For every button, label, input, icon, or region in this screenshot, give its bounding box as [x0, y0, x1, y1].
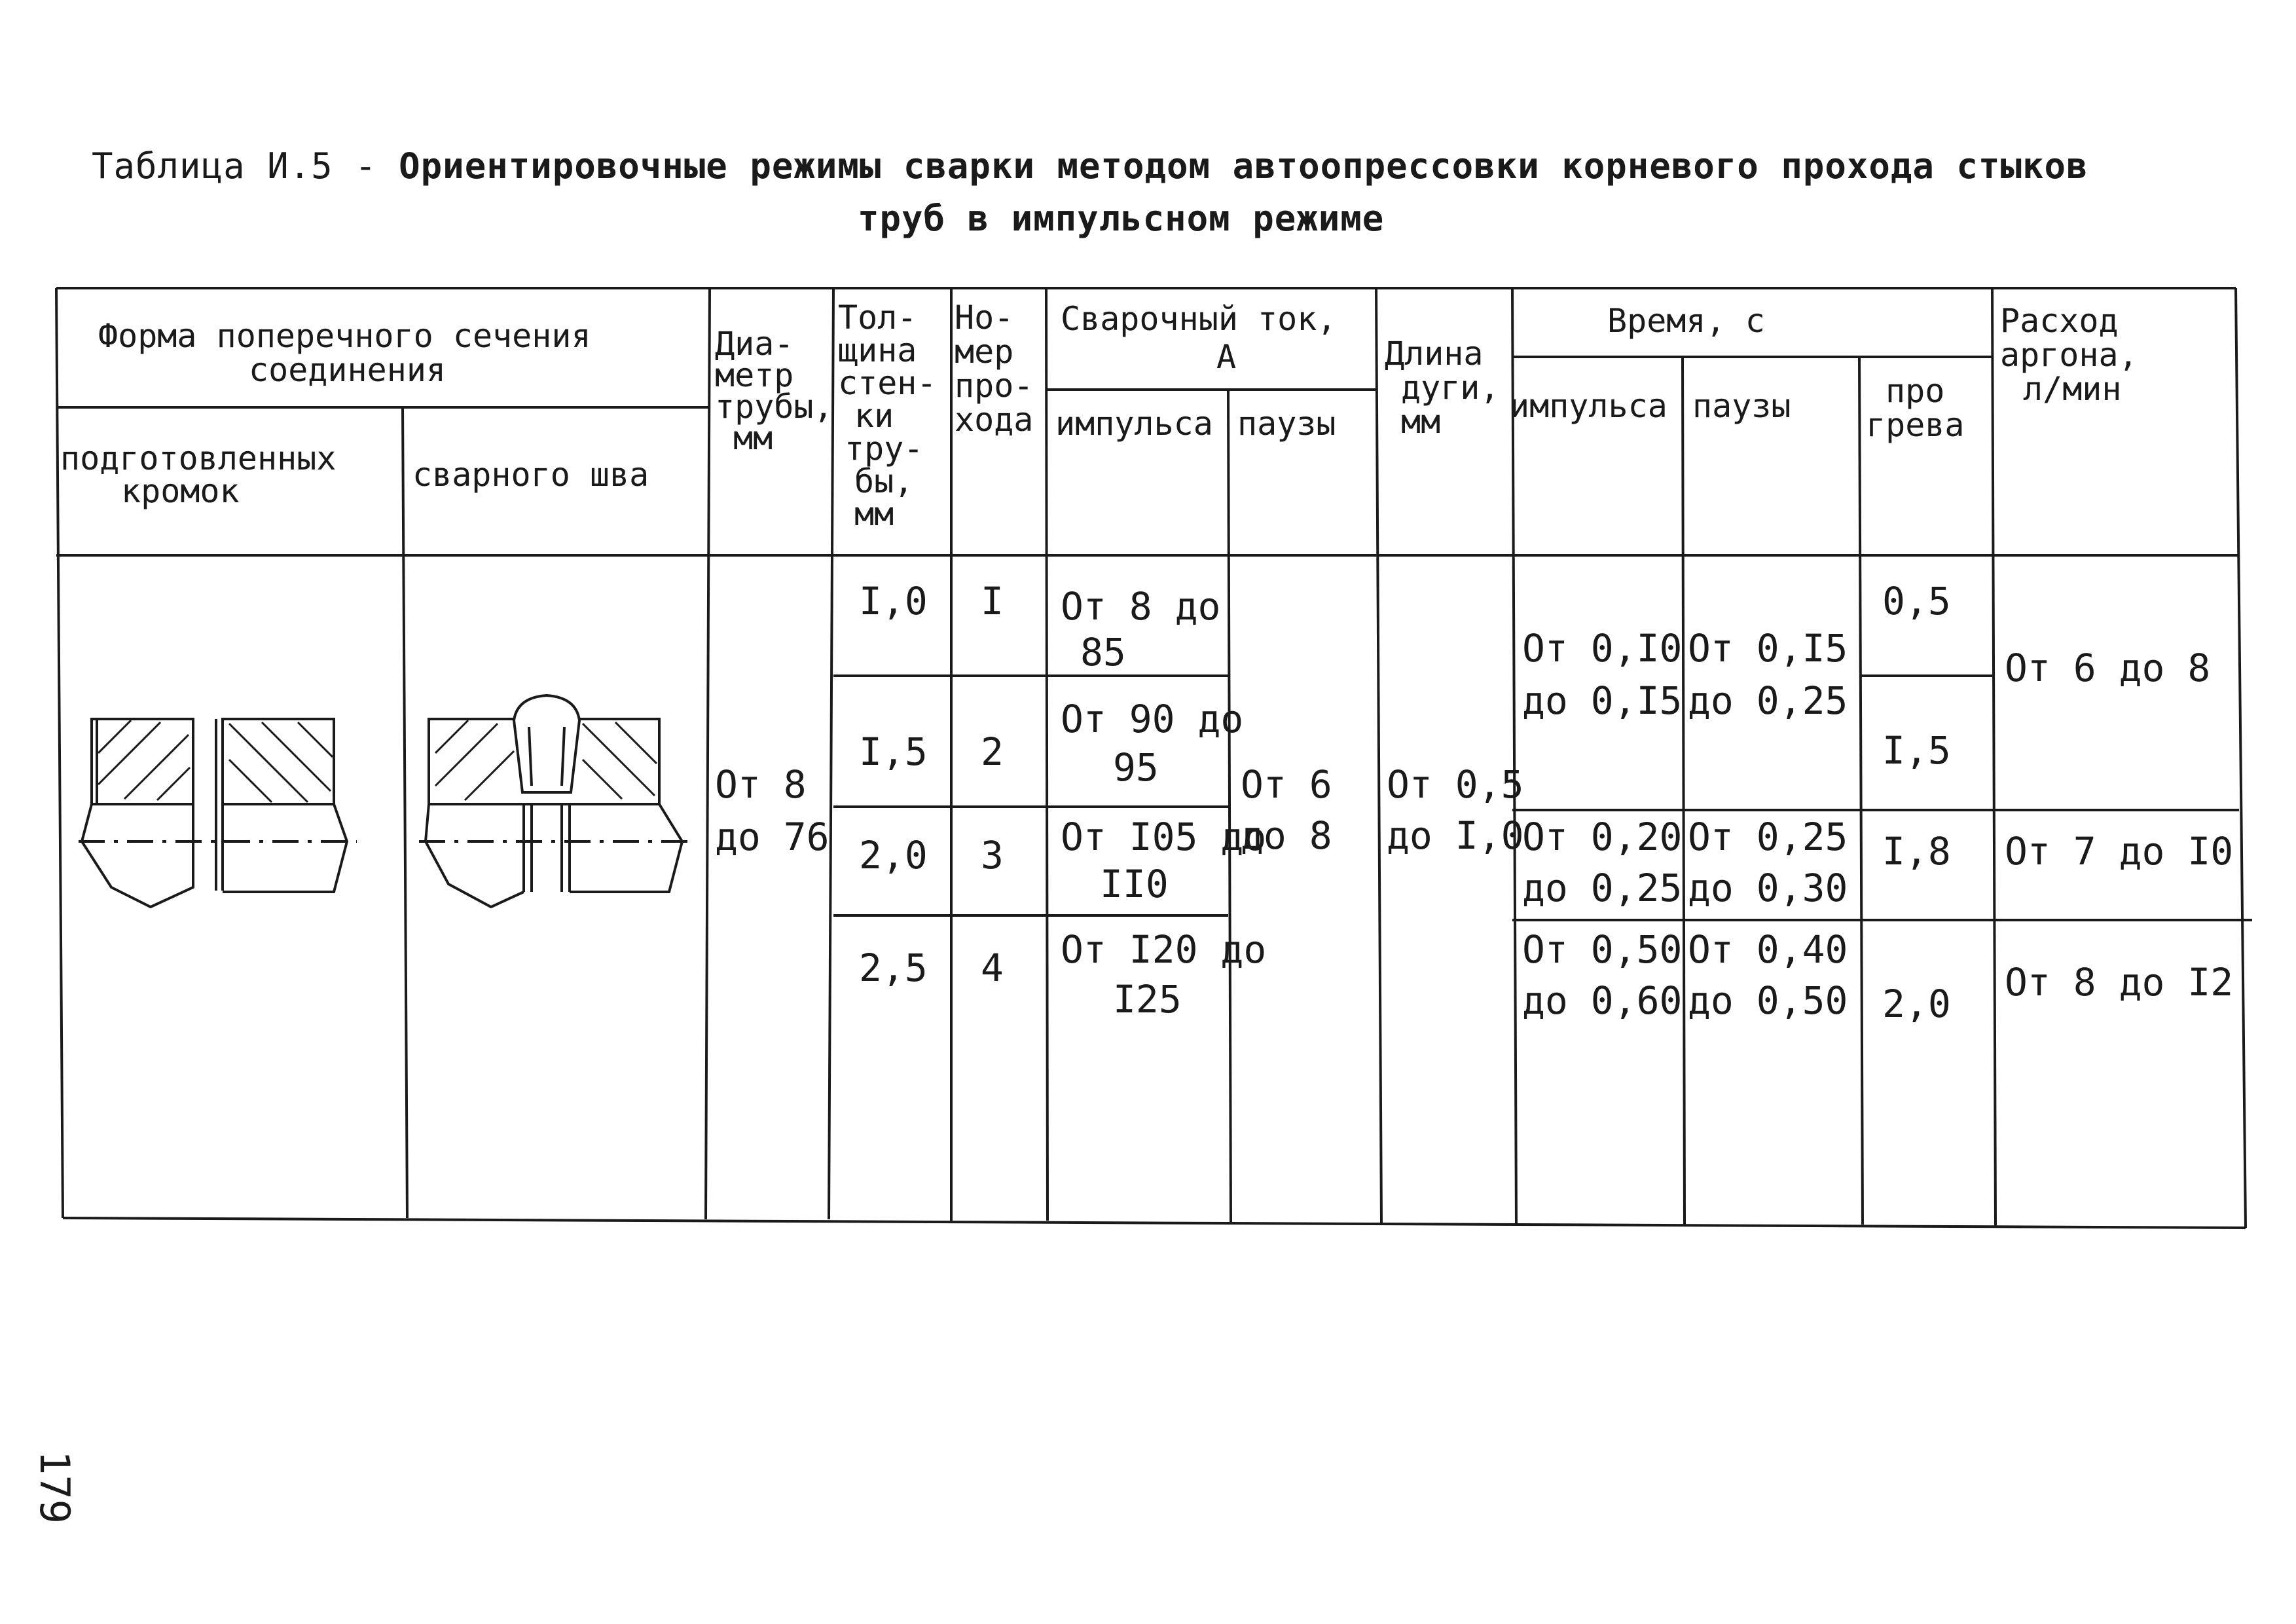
header-thickness-4: ки — [854, 397, 894, 435]
header-current-pause: паузы — [1237, 405, 1336, 443]
header-arc-2: дуги, — [1401, 369, 1500, 407]
header-time: Время, с — [1607, 302, 1765, 340]
caption-line-2: труб в импульсном режиме — [858, 198, 1385, 239]
time-pulse-g1-line1: От 0,I0 — [1522, 626, 1683, 671]
thickness-row2: I,5 — [859, 729, 928, 774]
time-pause-g2-line1: От 0,25 — [1688, 815, 1848, 859]
header-prepared-line2: кромок — [121, 472, 240, 510]
header-diameter-2: метр — [715, 356, 794, 394]
heat-1: 0,5 — [1882, 579, 1951, 623]
header-heat-2: грева — [1866, 406, 1965, 444]
prepared-edges-drawing — [79, 719, 357, 907]
heat-3: I,8 — [1882, 829, 1951, 874]
arc-line2: до I,0 — [1387, 813, 1524, 858]
time-pulse-g1-line2: до 0,I5 — [1522, 678, 1683, 723]
heat-2: I,5 — [1882, 728, 1951, 773]
header-time-pause: паузы — [1692, 387, 1791, 425]
pass-row1: I — [981, 579, 1004, 623]
current-row3-line1: От I05 до — [1061, 815, 1267, 859]
heat-4: 2,0 — [1882, 982, 1951, 1026]
header-weld: сварного шва — [412, 456, 649, 494]
time-pulse-g2-line1: От 0,20 — [1522, 815, 1683, 859]
thickness-row3: 2,0 — [859, 833, 928, 877]
header-thickness-5: тру- — [845, 430, 924, 468]
time-pulse-g3-line2: до 0,60 — [1522, 978, 1683, 1023]
caption-title-1: Ориентировочные режимы сварки методом автоопрессовки корневого прохода стыков — [399, 145, 2088, 187]
current-row1-line1: От 8 до — [1061, 584, 1221, 629]
current-pause-line1: От 6 — [1241, 762, 1332, 807]
argon-1: От 6 до 8 — [2005, 646, 2211, 690]
header-pass-1: Но- — [955, 299, 1014, 337]
current-row4-line1: От I20 до — [1061, 927, 1267, 972]
header-argon-1: Расход — [2000, 302, 2119, 340]
time-pulse-g3-line1: От 0,50 — [1522, 927, 1683, 972]
header-current-2: А — [1216, 338, 1237, 376]
header-diameter-4: мм — [733, 419, 773, 457]
current-pause-line2: до 8 — [1241, 813, 1332, 858]
time-pause-g1-line2: до 0,25 — [1688, 678, 1848, 723]
header-arc-1: Длина — [1385, 335, 1484, 373]
current-row2-line1: От 90 до — [1061, 697, 1244, 741]
header-argon-3: л/мин — [2023, 370, 2122, 408]
header-current-pulse: импульса — [1055, 405, 1213, 443]
header-current-1: Сварочный ток, — [1061, 300, 1337, 338]
header-time-pulse: импульса — [1510, 387, 1667, 425]
pass-row3: 3 — [981, 833, 1004, 877]
header-thickness-6: бы, — [854, 462, 914, 500]
header-heat-1: про — [1886, 372, 1945, 410]
current-row4-line2: I25 — [1113, 977, 1182, 1022]
header-diameter-1: Диа- — [715, 325, 794, 363]
page-number: 179 — [31, 1450, 79, 1524]
current-row2-line2: 95 — [1113, 745, 1159, 790]
time-pulse-g2-line2: до 0,25 — [1522, 866, 1683, 910]
diameter-line2: до 76 — [715, 815, 829, 859]
time-pause-g1-line1: От 0,I5 — [1688, 626, 1848, 671]
time-pause-g3-line2: до 0,50 — [1688, 978, 1848, 1023]
header-pass-3: про- — [955, 367, 1034, 405]
header-shape-line2: соединения — [249, 351, 446, 389]
time-pause-g3-line1: От 0,40 — [1688, 927, 1848, 972]
header-prepared-line1: подготовленных — [60, 439, 337, 477]
header-thickness-7: мм — [854, 495, 894, 533]
header-thickness-1: Тол- — [838, 299, 917, 337]
time-pause-g2-line2: до 0,30 — [1688, 866, 1848, 910]
diameter-line1: От 8 — [715, 762, 807, 807]
header-argon-2: аргона, — [2000, 336, 2138, 374]
header-shape-line1: Форма поперечного сечения — [98, 317, 591, 355]
header-thickness-3: стен- — [838, 364, 937, 402]
header-thickness-2: щина — [838, 331, 917, 369]
header-diameter-3: трубы, — [715, 388, 833, 426]
argon-2: От 7 до I0 — [2005, 829, 2234, 874]
thickness-row4: 2,5 — [859, 946, 928, 990]
header-arc-3: мм — [1401, 403, 1441, 441]
thickness-row1: I,0 — [859, 579, 928, 623]
argon-3: От 8 до I2 — [2005, 960, 2234, 1005]
pass-row4: 4 — [981, 946, 1004, 990]
current-row1-line2: 85 — [1080, 630, 1126, 674]
header-pass-2: мер — [955, 333, 1014, 371]
pass-row2: 2 — [981, 729, 1004, 774]
caption-prefix: Таблица И.5 - — [92, 145, 399, 187]
current-row3-line2: II0 — [1100, 862, 1169, 906]
weld-seam-drawing — [419, 695, 694, 907]
header-pass-4: хода — [955, 401, 1034, 439]
arc-line1: От 0,5 — [1387, 762, 1524, 807]
